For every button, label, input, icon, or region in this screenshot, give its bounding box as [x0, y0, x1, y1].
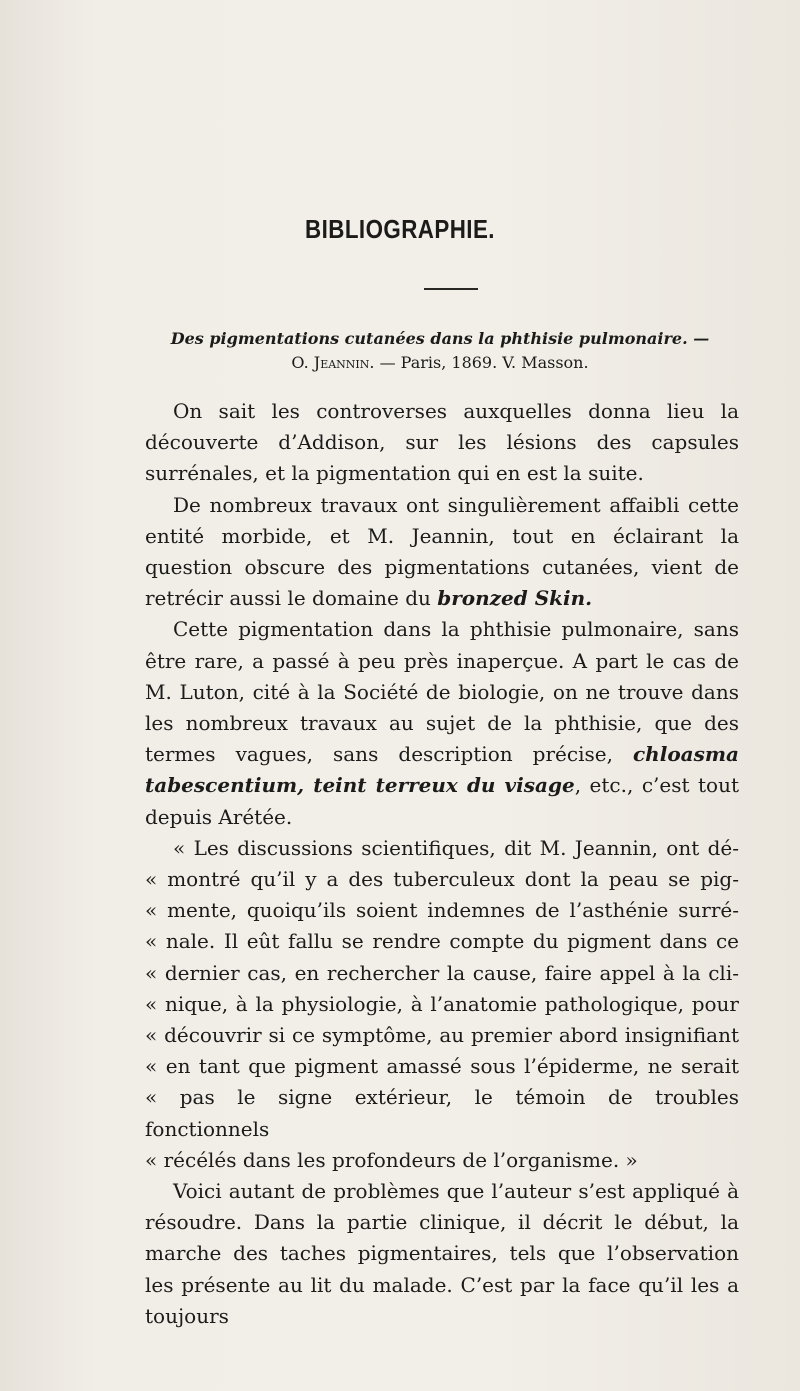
- paragraph-3-emphasis: chloasma tabescentium, teint terreux du visage: [145, 742, 739, 798]
- reference-work-title: Des pigmentations cutanées dans la phthisie pulmonaire. —: [170, 329, 710, 348]
- paragraph-2-emphasis: bronzed Skin.: [437, 586, 593, 611]
- quote-line: « dernier cas, en rechercher la cause, faire appel à la cli-: [145, 960, 739, 985]
- paragraph-5: Voici autant de problèmes que l’auteur s’est appliqué à résoudre. Dans la partie clinique, il décrit le début, la marche des taches pigmentaires, tels que l’observation les présente au lit du malade. C’est par la face qu’il les a toujours: [145, 1179, 739, 1328]
- quote-line: « récélés dans les profondeurs de l’organisme. »: [145, 1147, 638, 1172]
- bibliographic-reference: [170, 327, 710, 375]
- title-divider: [424, 288, 478, 290]
- quote-line: « montré qu’il y a des tuberculeux dont la peau se pig-: [145, 867, 739, 892]
- paragraph-2: [145, 490, 739, 615]
- quote-line: « pas le signe extérieur, le témoin de troubles fonctionnels: [145, 1085, 739, 1141]
- quote-line: « nale. Il eût fallu se rendre compte du pigment dans ce: [145, 929, 739, 954]
- review-body: [145, 396, 739, 1332]
- page-title: BIBLIOGRAPHIE.: [305, 214, 495, 244]
- quote-line: « nique, à la physiologie, à l’anatomie pathologique, pour: [145, 991, 739, 1016]
- quote-line: « mente, quoiqu’ils soient indemnes de l’asthénie surré-: [145, 898, 739, 923]
- paragraph-3: [145, 614, 739, 832]
- quote-line: « découvrir si ce symptôme, au premier abord insignifiant: [145, 1023, 739, 1048]
- reference-publication: . — Paris, 1869. V. Masson.: [369, 353, 589, 372]
- reference-author: O. Jeannin: [291, 353, 370, 372]
- quotation-block: [145, 833, 739, 1176]
- paragraph-3-text: Cette pigmentation dans la phthisie pulmonaire, sans être rare, a passé à peu près inaperçue. A part le cas de M. Luton, cité à la Société de biologie, on ne trouve dans les nombreux travaux au sujet de la phthisie, que des termes vagues, sans description précise,: [145, 617, 739, 767]
- paragraph-3-tail: , etc., c’est tout depuis Arétée.: [145, 773, 739, 829]
- paragraph-2-text: De nombreux travaux ont singulièrement affaibli cette entité morbide, et M. Jeannin, tout en éclairant la question obscure des pigmentations cutanées, vient de retrécir aussi le domaine du: [145, 492, 739, 611]
- paragraph-1: On sait les controverses auxquelles donna lieu la découverte d’Addison, sur les lésions des capsules surrénales, et la pigmentation qui en est la suite.: [145, 399, 739, 486]
- quote-line: « en tant que pigment amassé sous l’épiderme, ne serait: [145, 1054, 739, 1079]
- quote-line: « Les discussions scientifiques, dit M. Jeannin, ont dé-: [173, 835, 739, 860]
